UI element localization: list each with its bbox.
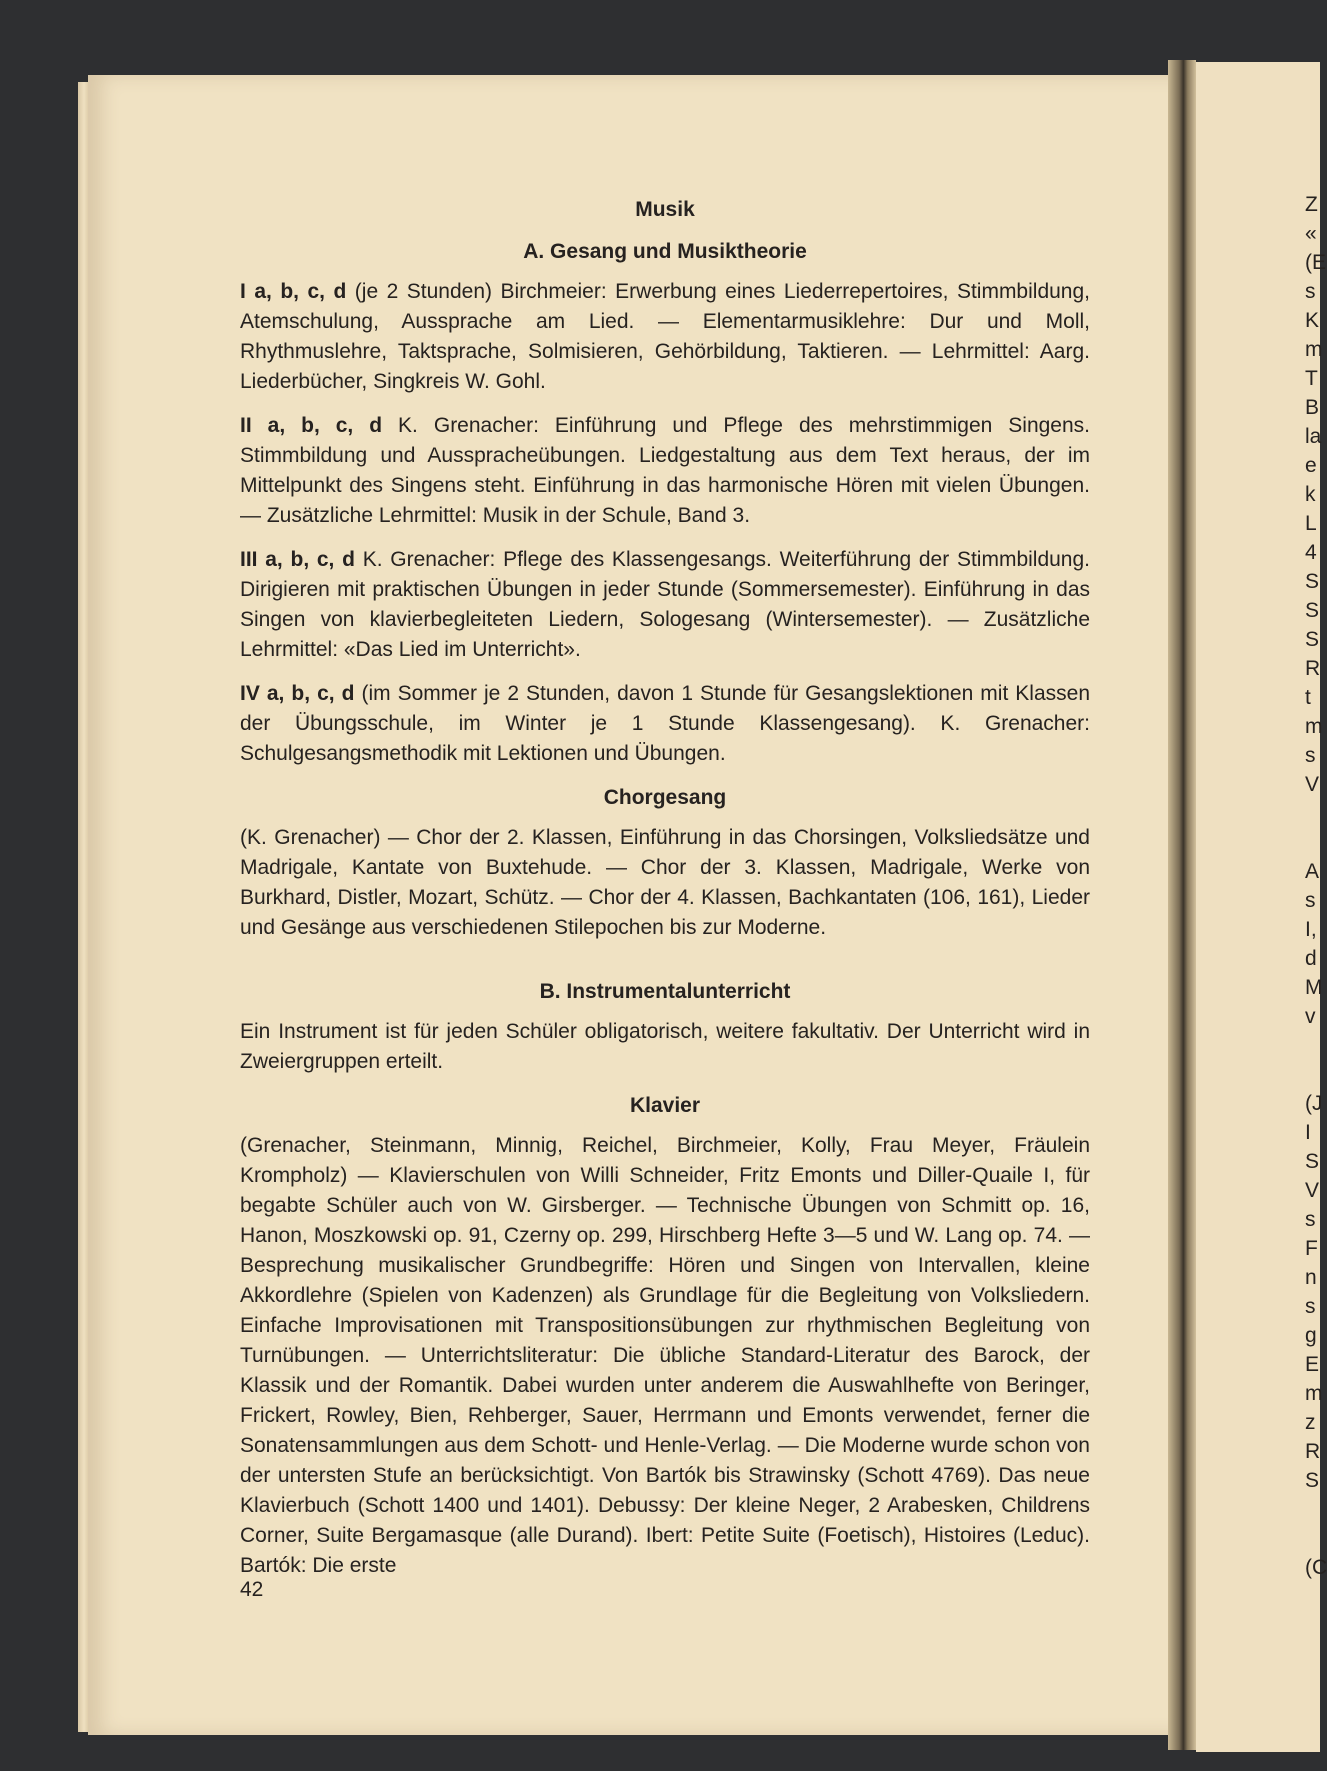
right-page-line-fragment: m: [1305, 338, 1323, 361]
class-label: III a, b, c, d: [240, 548, 355, 571]
right-page-line-fragment: 4: [1305, 541, 1317, 564]
right-page-line-fragment: [1305, 799, 1325, 828]
right-page-line-fragment: (E: [1305, 251, 1326, 274]
klavier-paragraph: (Grenacher, Steinmann, Minnig, Reichel, Birchmeier, Kolly, Frau Meyer, Fräulein Krompholz) — Klavierschulen von Willi Schneider, Fritz Emonts und Diller-Quaile I, für begabte Schüler auch von W. Girsberger. — Technische Übungen von Schmitt op. 16, Hanon, Moszkowski op. 91, Czerny op. 299, Hirschberg Hefte 3—5 und W. Lang op. 74. — Besprechung musikalischer Grundbegriffe: Hören und Singen von Intervallen, kleine Akkordlehre (Spielen von Kadenzen) als Grundlage für die Begleitung von Volksliedern. Einfache Improvisationen mit Transpositionsübungen zur rhythmischen Begleitung von Turnübungen. — Unterrichtsliteratur: Die übliche Standard-Literatur des Barock, der Klassik und der Romantik. Dabei wurden unter anderem die Auswahlhefte von Beringer, Frickert, Rowley, Bien, Rehberger, Sauer, Herrmann und Emonts verwendet, ferner die Sonatensammlungen aus dem Schott- und Henle-Verlag. — Die Moderne wurde schon von der untersten Stufe an berücksichtigt. Von Bartók bis Strawinsky (Schott 4769). Das neue Klavierbuch (Schott 1400 und 1401). Debussy: Der kleine Neger, 2 Arabesken, Childrens Corner, Suite Bergamasque (alle Durand). Ibert: Petite Suite (Foetisch), Histoires (Leduc). Bartók: Die erste: [240, 1134, 1090, 1577]
right-page: [1196, 62, 1320, 1752]
paragraph-class-2: [240, 411, 1090, 531]
book-gutter: [1168, 60, 1196, 1750]
right-page-line-fragment: n: [1305, 1266, 1317, 1289]
right-page-line-fragment: v: [1305, 1005, 1316, 1028]
klavier-heading: Klavier: [629, 1094, 701, 1117]
paragraph-text: (im Sommer je 2 Stunden, davon 1 Stunde für Gesangslektionen mit Klassen der Übungsschule, im Winter je 1 Stunde Klassengesang). K. Grenacher: Schulgesangsmethodik mit Lektionen und Übungen.: [240, 682, 1090, 765]
right-page-line-fragment: g: [1305, 1324, 1317, 1347]
right-page-line-fragment: K: [1305, 309, 1320, 332]
left-page-text: [240, 195, 1090, 1595]
right-page-line-fragment: [1305, 1524, 1325, 1553]
section-a-heading: A. Gesang und Musiktheorie: [523, 240, 807, 263]
right-page-line-fragment: I,: [1305, 918, 1317, 941]
right-page-line-fragment: e: [1305, 454, 1317, 477]
right-page-line-fragment: V: [1305, 1179, 1320, 1202]
right-page-line-fragment: k: [1305, 483, 1316, 506]
right-page-line-fragment: M: [1305, 976, 1323, 999]
right-page-line-fragment: s: [1305, 1208, 1316, 1231]
right-page-line-fragment: F: [1305, 1237, 1318, 1260]
right-page-line-fragment: A: [1305, 860, 1320, 883]
right-page-line-fragment: «: [1305, 222, 1317, 245]
right-page-line-fragment: d: [1305, 947, 1317, 970]
paragraph-class-1: [240, 277, 1090, 397]
chorgesang-paragraph: (K. Grenacher) — Chor der 2. Klassen, Einführung in das Chorsingen, Volksliedsätze und Madrigale, Kantate von Buxtehude. — Chor der 3. Klassen, Madrigale, Werke von Burkhard, Distler, Mozart, Schütz. — Chor der 4. Klassen, Bachkantaten (106, 161), Lieder und Gesänge aus verschiedenen Stilepochen bis zur Moderne.: [240, 826, 1090, 939]
section-b-paragraph: Ein Instrument ist für jeden Schüler obligatorisch, weitere fakultativ. Der Unterricht wird in Zweiergruppen erteilt.: [240, 1020, 1090, 1073]
right-page-line-fragment: S: [1305, 1469, 1320, 1492]
right-page-line-fragment: V: [1305, 773, 1320, 796]
paragraph-text: K. Grenacher: Pflege des Klassengesangs. Weiterführung der Stimmbildung. Dirigieren mit praktischen Übungen in jeder Stunde (Sommersemester). Einführung in das Singen von klavierbegleiteten Liedern, Sologesang (Wintersemester). — Zusätzliche Lehrmittel: «Das Lied im Unterricht».: [240, 548, 1091, 661]
right-page-line-fragment: [1305, 1031, 1325, 1060]
right-page-line-fragment: Z: [1305, 193, 1318, 216]
paragraph-class-4: [240, 679, 1090, 769]
right-page-line-fragment: S: [1305, 599, 1320, 622]
class-label: II a, b, c, d: [240, 414, 383, 437]
right-page-line-fragment: t: [1305, 686, 1311, 709]
right-page-line-fragment: R: [1305, 657, 1321, 680]
right-page-line-fragment: E: [1305, 1353, 1320, 1376]
chorgesang-heading: Chorgesang: [603, 786, 727, 809]
paragraph-text: (je 2 Stunden) Birchmeier: Erwerbung eines Liederrepertoires, Stimmbildung, Atemschulung, Aussprache am Lied. — Elementarmusiklehre: Dur und Moll, Rhythmuslehre, Taktsprache, Solmisieren, Gehörbildung, Taktieren. — Lehrmittel: Aarg. Liederbücher, Singkreis W. Gohl.: [240, 280, 1090, 393]
right-page-line-fragment: L: [1305, 512, 1317, 535]
right-page-line-fragment: B: [1305, 396, 1320, 419]
right-page-line-fragment: T: [1305, 367, 1318, 390]
right-page-line-fragment: [1305, 1060, 1325, 1089]
right-page-line-fragment: s: [1305, 744, 1316, 767]
section-b-heading: B. Instrumentalunterricht: [539, 980, 791, 1003]
right-page-line-fragment: [1305, 828, 1325, 857]
paragraph-text: K. Grenacher: Einführung und Pflege des mehrstimmigen Singens. Stimmbildung und Ausspracheübungen. Liedgestaltung aus dem Text heraus, der im Mittelpunkt des Singens steht. Einführung in das harmonische Hören mit vielen Übungen. — Zusätzliche Lehrmittel: Musik in der Schule, Band 3.: [240, 414, 1091, 527]
right-page-line-fragment: (C: [1305, 1556, 1327, 1579]
page-number: 42: [240, 1578, 264, 1601]
right-page-line-fragment: S: [1305, 628, 1320, 651]
paragraph-class-3: [240, 545, 1090, 665]
right-page-line-fragment: s: [1305, 280, 1316, 303]
right-page-line-fragment: z: [1305, 1411, 1316, 1434]
right-page-line-fragment: m: [1305, 1382, 1323, 1405]
class-label: I a, b, c, d: [240, 280, 347, 303]
right-page-line-fragment: la: [1305, 425, 1322, 448]
right-page-line-fragment: R: [1305, 1440, 1321, 1463]
right-page-cropped-text: [1305, 190, 1325, 1582]
page-heading: Musik: [635, 198, 695, 221]
right-page-line-fragment: (J: [1305, 1092, 1323, 1115]
right-page-line-fragment: S: [1305, 1150, 1320, 1173]
right-page-line-fragment: I: [1305, 1121, 1311, 1144]
right-page-line-fragment: s: [1305, 889, 1316, 912]
right-page-line-fragment: m: [1305, 715, 1323, 738]
right-page-line-fragment: [1305, 1495, 1325, 1524]
right-page-line-fragment: S: [1305, 570, 1320, 593]
right-page-line-fragment: s: [1305, 1295, 1316, 1318]
class-label: IV a, b, c, d: [240, 682, 355, 705]
